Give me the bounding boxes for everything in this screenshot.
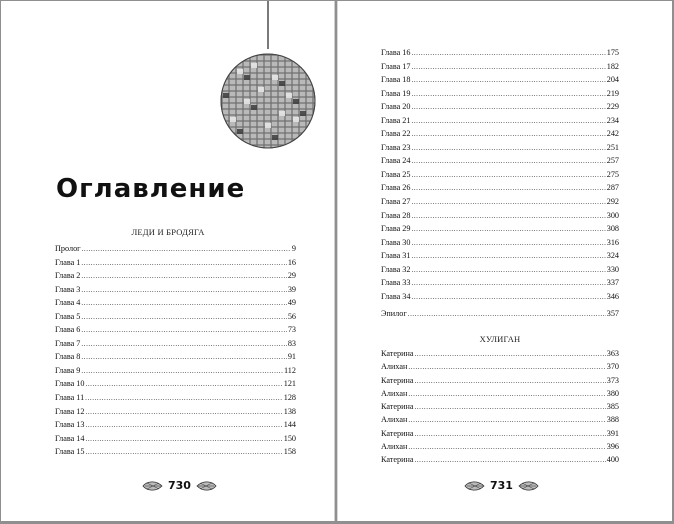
- entry-page: 287: [606, 183, 619, 193]
- toc-entry[interactable]: [55, 256, 296, 270]
- toc-entry[interactable]: [381, 209, 619, 223]
- entry-label: Глава 13: [55, 420, 85, 430]
- toc-entry[interactable]: [381, 400, 619, 413]
- dot-leader: [411, 237, 605, 251]
- entry-page: 370: [606, 362, 619, 372]
- toc-entry[interactable]: [381, 195, 619, 209]
- toc-entry[interactable]: [381, 46, 619, 60]
- entry-page: 49: [287, 298, 296, 308]
- toc-entry[interactable]: [55, 296, 296, 310]
- entry-label: Глава 25: [381, 169, 411, 179]
- dot-leader: [414, 428, 605, 441]
- entry-page: 373: [606, 375, 619, 385]
- dot-leader: [411, 169, 605, 183]
- entry-label: Глава 2: [55, 271, 81, 281]
- dot-leader: [85, 406, 282, 420]
- entry-label: Глава 6: [55, 325, 81, 335]
- section-title: ЛЕДИ И БРОДЯГА: [131, 227, 205, 237]
- toc-entry[interactable]: [381, 114, 619, 128]
- toc-entry[interactable]: [381, 307, 619, 321]
- page-number-text: 730: [168, 479, 191, 492]
- entry-label: Алихан: [381, 415, 408, 425]
- entry-page: 121: [283, 379, 296, 389]
- dot-leader: [411, 101, 605, 115]
- entry-page: 357: [606, 309, 619, 319]
- entry-page: 229: [606, 102, 619, 112]
- entry-label: Глава 22: [381, 129, 411, 139]
- entry-label: Глава 15: [55, 447, 85, 457]
- toc-entry[interactable]: [55, 269, 296, 283]
- toc-list-left: [55, 242, 296, 459]
- shell-ornament-icon: [141, 480, 163, 492]
- dot-leader: [411, 74, 605, 88]
- entry-page: 396: [606, 442, 619, 452]
- toc-entry[interactable]: [381, 374, 619, 387]
- toc-entry[interactable]: [55, 445, 296, 459]
- dot-leader: [85, 419, 282, 433]
- dot-leader: [85, 378, 282, 392]
- entry-label: Глава 24: [381, 156, 411, 166]
- entry-page: 308: [606, 224, 619, 234]
- dot-leader: [82, 243, 291, 257]
- entry-label: Глава 23: [381, 142, 411, 152]
- dot-leader: [411, 61, 605, 75]
- entry-page: 73: [287, 325, 296, 335]
- page-number: [141, 479, 218, 492]
- dot-leader: [408, 414, 605, 427]
- entry-label: Глава 1: [55, 257, 81, 267]
- entry-label: Глава 33: [381, 278, 411, 288]
- entry-page: 204: [606, 75, 619, 85]
- entry-label: Глава 8: [55, 352, 81, 362]
- entry-page: 275: [606, 169, 619, 179]
- entry-page: 56: [287, 311, 296, 321]
- toc-entry[interactable]: [55, 377, 296, 391]
- toc-entry[interactable]: [381, 60, 619, 74]
- toc-entry[interactable]: [55, 418, 296, 432]
- entry-page: 150: [283, 433, 296, 443]
- entry-page: 363: [606, 349, 619, 358]
- toc-entry[interactable]: [381, 290, 619, 304]
- entry-label: Глава 27: [381, 197, 411, 207]
- entry-label: Катерина: [381, 455, 414, 465]
- dot-leader: [81, 324, 286, 338]
- toc-entry[interactable]: [55, 337, 296, 351]
- entry-label: Глава 12: [55, 406, 85, 416]
- toc-entry[interactable]: [381, 168, 619, 182]
- entry-page: 400: [606, 455, 619, 465]
- entry-label: Глава 10: [55, 379, 85, 389]
- entry-page: 9: [291, 244, 296, 253]
- dot-leader: [411, 47, 605, 61]
- dot-leader: [411, 196, 605, 210]
- entry-page: 175: [606, 48, 619, 57]
- dot-leader: [414, 375, 605, 388]
- dot-leader: [411, 142, 605, 156]
- entry-page: 337: [606, 278, 619, 288]
- dot-leader: [411, 223, 605, 237]
- toc-list-right: [381, 46, 619, 321]
- toc-entry[interactable]: [55, 432, 296, 446]
- entry-page: 316: [606, 237, 619, 247]
- dot-leader: [81, 257, 286, 271]
- toc-entry[interactable]: [381, 236, 619, 250]
- toc-entry[interactable]: [381, 360, 619, 373]
- shell-ornament-icon: [196, 480, 218, 492]
- entry-page: 391: [606, 428, 619, 438]
- entry-page: 234: [606, 115, 619, 125]
- entry-page: 128: [283, 393, 296, 403]
- entry-page: 251: [606, 142, 619, 152]
- dot-leader: [81, 284, 286, 298]
- toc-entry[interactable]: [381, 347, 619, 360]
- entry-label: Глава 20: [381, 102, 411, 112]
- toc-entry[interactable]: [381, 100, 619, 114]
- toc-entry[interactable]: [381, 440, 619, 453]
- toc-entry[interactable]: [381, 276, 619, 290]
- entry-label: Глава 34: [381, 291, 411, 301]
- toc-entry[interactable]: [381, 387, 619, 400]
- entry-page: 388: [606, 415, 619, 425]
- toc-entry[interactable]: [55, 242, 296, 256]
- entry-label: Глава 5: [55, 311, 81, 321]
- disco-ball-icon: [215, 1, 325, 153]
- entry-label: Глава 29: [381, 224, 411, 234]
- entry-page: 138: [283, 406, 296, 416]
- entry-label: Эпилог: [381, 309, 407, 319]
- toc-entry[interactable]: [381, 181, 619, 195]
- dot-leader: [408, 441, 605, 454]
- page-number-text: 731: [490, 479, 513, 492]
- dot-leader: [81, 297, 286, 311]
- entry-page: 292: [606, 197, 619, 207]
- entry-label: Глава 30: [381, 237, 411, 247]
- dot-leader: [85, 433, 282, 447]
- toc-entry[interactable]: [381, 249, 619, 263]
- entry-label: Катерина: [381, 402, 414, 412]
- entry-page: 242: [606, 129, 619, 139]
- entry-label: Катерина: [381, 428, 414, 438]
- entry-label: Глава 7: [55, 338, 81, 348]
- entry-label: Алихан: [381, 388, 408, 398]
- dot-leader: [414, 454, 605, 467]
- entry-page: 112: [284, 365, 296, 375]
- dot-leader: [85, 446, 282, 460]
- entry-page: 385: [606, 402, 619, 412]
- entry-page: 83: [287, 338, 296, 348]
- dot-leader: [411, 155, 605, 169]
- entry-label: Глава 31: [381, 251, 411, 261]
- entry-label: Глава 16: [381, 48, 411, 57]
- entry-label: Глава 21: [381, 115, 411, 125]
- toc-entry[interactable]: [381, 141, 619, 155]
- dot-leader: [411, 291, 605, 305]
- toc-entry[interactable]: [55, 310, 296, 324]
- toc-entry[interactable]: [381, 87, 619, 101]
- dot-leader: [81, 338, 286, 352]
- shell-ornament-icon: [518, 480, 540, 492]
- entry-page: 39: [287, 284, 296, 294]
- toc-entry[interactable]: [55, 364, 296, 378]
- dot-leader: [411, 277, 605, 291]
- page-title: Оглавление: [56, 174, 246, 204]
- entry-page: 144: [283, 420, 296, 430]
- entry-label: Глава 17: [381, 61, 411, 71]
- entry-label: Глава 9: [55, 365, 81, 375]
- toc-entry[interactable]: [381, 222, 619, 236]
- toc-entry[interactable]: [381, 127, 619, 141]
- entry-page: 182: [606, 61, 619, 71]
- entry-page: 257: [606, 156, 619, 166]
- entry-page: 158: [283, 447, 296, 457]
- entry-page: 380: [606, 388, 619, 398]
- dot-leader: [411, 115, 605, 129]
- page-number: [463, 479, 540, 492]
- toc-entry[interactable]: [381, 413, 619, 426]
- dot-leader: [411, 264, 605, 278]
- toc-entry[interactable]: [381, 427, 619, 440]
- entry-label: Катерина: [381, 349, 414, 358]
- dot-leader: [411, 182, 605, 196]
- entry-label: Глава 4: [55, 298, 81, 308]
- entry-label: Глава 11: [55, 393, 85, 403]
- entry-label: Катерина: [381, 375, 414, 385]
- entry-page: 300: [606, 210, 619, 220]
- entry-label: Глава 19: [381, 88, 411, 98]
- entry-label: Глава 18: [381, 75, 411, 85]
- dot-leader: [81, 270, 286, 284]
- toc-entry[interactable]: [55, 391, 296, 405]
- toc-entry[interactable]: [55, 405, 296, 419]
- entry-page: 29: [287, 271, 296, 281]
- entry-page: 346: [606, 291, 619, 301]
- entry-page: 324: [606, 251, 619, 261]
- dot-leader: [81, 365, 283, 379]
- entry-page: 16: [287, 257, 296, 267]
- dot-leader: [411, 88, 605, 102]
- dot-leader: [414, 401, 605, 414]
- toc-list-section: [381, 347, 619, 467]
- dot-leader: [81, 351, 286, 365]
- dot-leader: [414, 348, 605, 361]
- left-page: [1, 1, 335, 521]
- dot-leader: [408, 361, 605, 374]
- dot-leader: [408, 388, 605, 401]
- entry-page: 330: [606, 264, 619, 274]
- toc-entry[interactable]: [381, 453, 619, 466]
- entry-label: Глава 32: [381, 264, 411, 274]
- toc-entry[interactable]: [381, 263, 619, 277]
- dot-leader: [408, 308, 606, 322]
- entry-label: Алихан: [381, 362, 408, 372]
- entry-label: Глава 28: [381, 210, 411, 220]
- toc-entry[interactable]: [55, 350, 296, 364]
- section-title: ХУЛИГАН: [479, 334, 521, 344]
- entry-label: Пролог: [55, 244, 81, 253]
- entry-label: Алихан: [381, 442, 408, 452]
- dot-leader: [411, 210, 605, 224]
- dot-leader: [85, 392, 283, 406]
- entry-label: Глава 14: [55, 433, 85, 443]
- toc-entry[interactable]: [55, 323, 296, 337]
- dot-leader: [411, 250, 605, 264]
- entry-label: Глава 3: [55, 284, 81, 294]
- entry-page: 91: [287, 352, 296, 362]
- dot-leader: [81, 311, 286, 325]
- entry-label: Глава 26: [381, 183, 411, 193]
- entry-page: 219: [606, 88, 619, 98]
- dot-leader: [411, 128, 605, 142]
- shell-ornament-icon: [463, 480, 485, 492]
- toc-entry[interactable]: [381, 73, 619, 87]
- toc-entry[interactable]: [55, 283, 296, 297]
- toc-entry[interactable]: [381, 154, 619, 168]
- right-page: [337, 1, 672, 521]
